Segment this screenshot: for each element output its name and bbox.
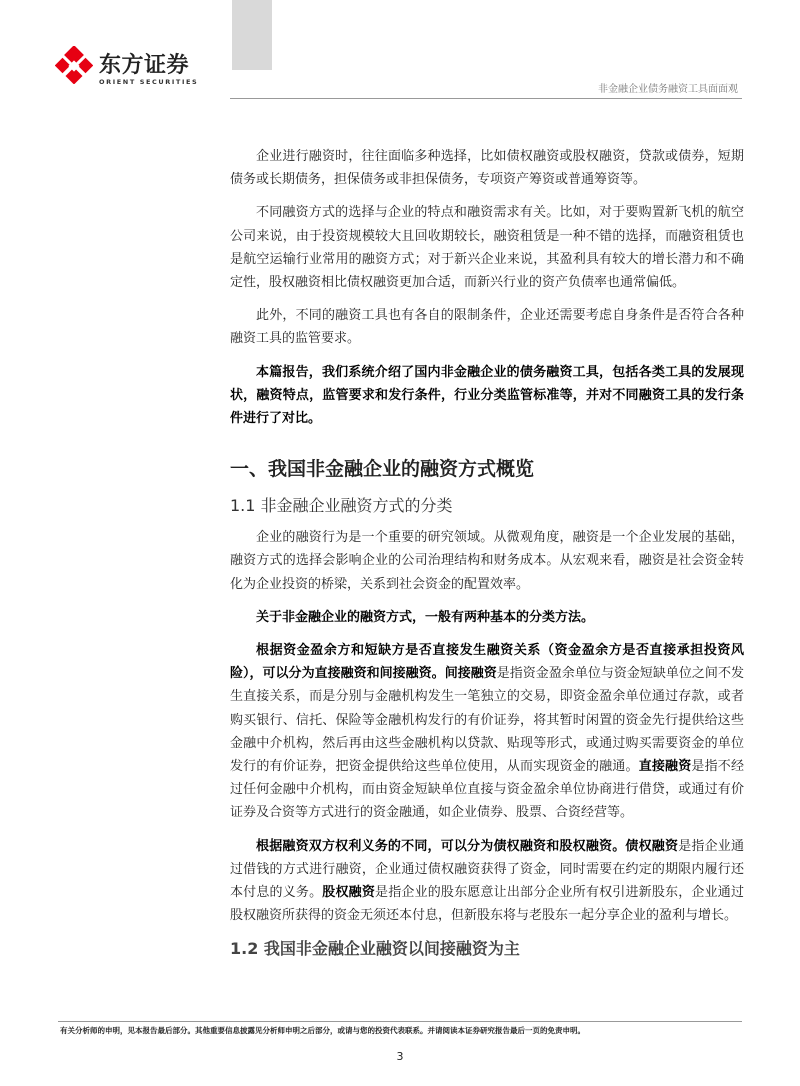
term-debt-financing: 债权融资: [625, 838, 679, 854]
term-indirect-financing: 间接融资: [444, 666, 497, 682]
debt-financing-definition: 是指企业通过借钱的方式进行融资，企业通过债权融资获得了资金，同时需要在约定的期限内履行还本付息的义务。: [230, 838, 744, 901]
company-logo: [55, 46, 225, 96]
header-gray-band: [232, 0, 272, 70]
header-divider: [230, 98, 742, 99]
intro-paragraph-3: 此外，不同的融资工具也有各自的限制条件，企业还需要考虑自身条件是否符合各种融资工具的监管要求。: [230, 308, 744, 347]
section-1-heading: 一、我国非金融企业的融资方式概览: [230, 458, 535, 481]
logo-english-name: ORIENT SECURITIES: [99, 78, 199, 86]
intro-paragraph-4: [230, 361, 744, 431]
logo-mark-icon: [55, 46, 93, 84]
main-content: [230, 145, 744, 969]
direct-indirect-criterion-bold: 根据资金盈余方和短缺方是否直接发生融资关系（资金盈余方是否直接承担投资风险），可以分为直接融资和间接融资。: [230, 643, 744, 682]
section-1-1-paragraph-1: 企业的融资行为是一个重要的研究领域。从微观角度，融资是一个企业发展的基础，融资方式的选择会影响企业的公司治理结构和财务成本。从宏观来看，融资是社会资金转化为企业投资的桥梁，关系到社会资金的配置效率。: [230, 530, 744, 592]
page-number: 3: [396, 1050, 404, 1063]
intro-paragraph-1: 企业进行融资时，往往面临多种选择，比如债权融资或股权融资，贷款或债券，短期债务或长期债务，担保债务或非担保债务，专项资产筹资或普通筹资等。: [230, 149, 744, 188]
term-equity-financing: 股权融资: [322, 885, 376, 901]
indirect-financing-definition: 是指资金盈余单位与资金短缺单位之间不发生直接关系，而是分别与金融机构发生一笔独立的交易，即资金盈余单位通过存款，或者购买银行、信托、保险等金融机构发行的有价证券，将其暂时闲置的资金先行提供给这些金融中介机构，然后再由这些金融机构以贷款、贴现等形式，或通过购买需要资金的单位发行的有价证券，把资金提供给这些单位使用，从而实现资金的融通。: [230, 666, 744, 775]
equity-financing-definition: 是指企业的股东愿意让出部分企业所有权引进新股东，企业通过股权融资所获得的资金无须还本付息，但新股东将与老股东一起分享企业的盈利与增长。: [230, 885, 744, 924]
debt-equity-criterion-bold: 根据融资双方权利义务的不同，可以分为债权融资和股权融资。: [256, 838, 626, 854]
section-1-1-paragraph-2: [230, 606, 744, 629]
section-1-1-paragraph-4: [230, 835, 744, 928]
logo-chinese-name: 东方证券: [99, 53, 190, 78]
section-1-1-heading: 1.1 非金融企业融资方式的分类: [230, 496, 453, 516]
classification-lead-bold: 关于非金融企业的融资方式，一般有两种基本的分类方法。: [256, 609, 595, 625]
section-1-2-heading: 1.2 我国非金融企业融资以间接融资为主: [230, 939, 520, 959]
report-title: 非金融企业债务融资工具面面观: [598, 84, 738, 95]
intro-paragraph-2: 不同融资方式的选择与企业的特点和融资需求有关。比如，对于要购置新飞机的航空公司来说，由于投资规模较大且回收期较长，融资租赁是一种不错的选择，而融资租赁也是航空运输行业常用的融资方式；对于新兴企业来说，其盈利具有较大的增长潜力和不确定性，股权融资相比债权融资更加合适，而新兴行业的资产负债率也通常偏低。: [230, 205, 744, 291]
footer-disclaimer: 有关分析师的申明，见本报告最后部分。其他重要信息披露见分析师申明之后部分，或请与您的投资代表联系。并请阅读本证券研究报告最后一页的免责申明。: [60, 1026, 585, 1035]
direct-financing-definition: 是指不经过任何金融中介机构，而由资金短缺单位直接与资金盈余单位协商进行借贷，或通过有价证券及合资等方式进行的资金融通，如企业债券、股票、合资经营等。: [230, 759, 744, 821]
intro-summary-bold: 本篇报告，我们系统介绍了国内非金融企业的债务融资工具，包括各类工具的发展现状，融资特点，监管要求和发行条件，行业分类监管标准等，并对不同融资工具的发行条件进行了对比。: [230, 364, 744, 427]
term-direct-financing: 直接融资: [638, 759, 692, 775]
footer-divider: [58, 1021, 742, 1022]
section-1-1-paragraph-3: [230, 639, 744, 825]
